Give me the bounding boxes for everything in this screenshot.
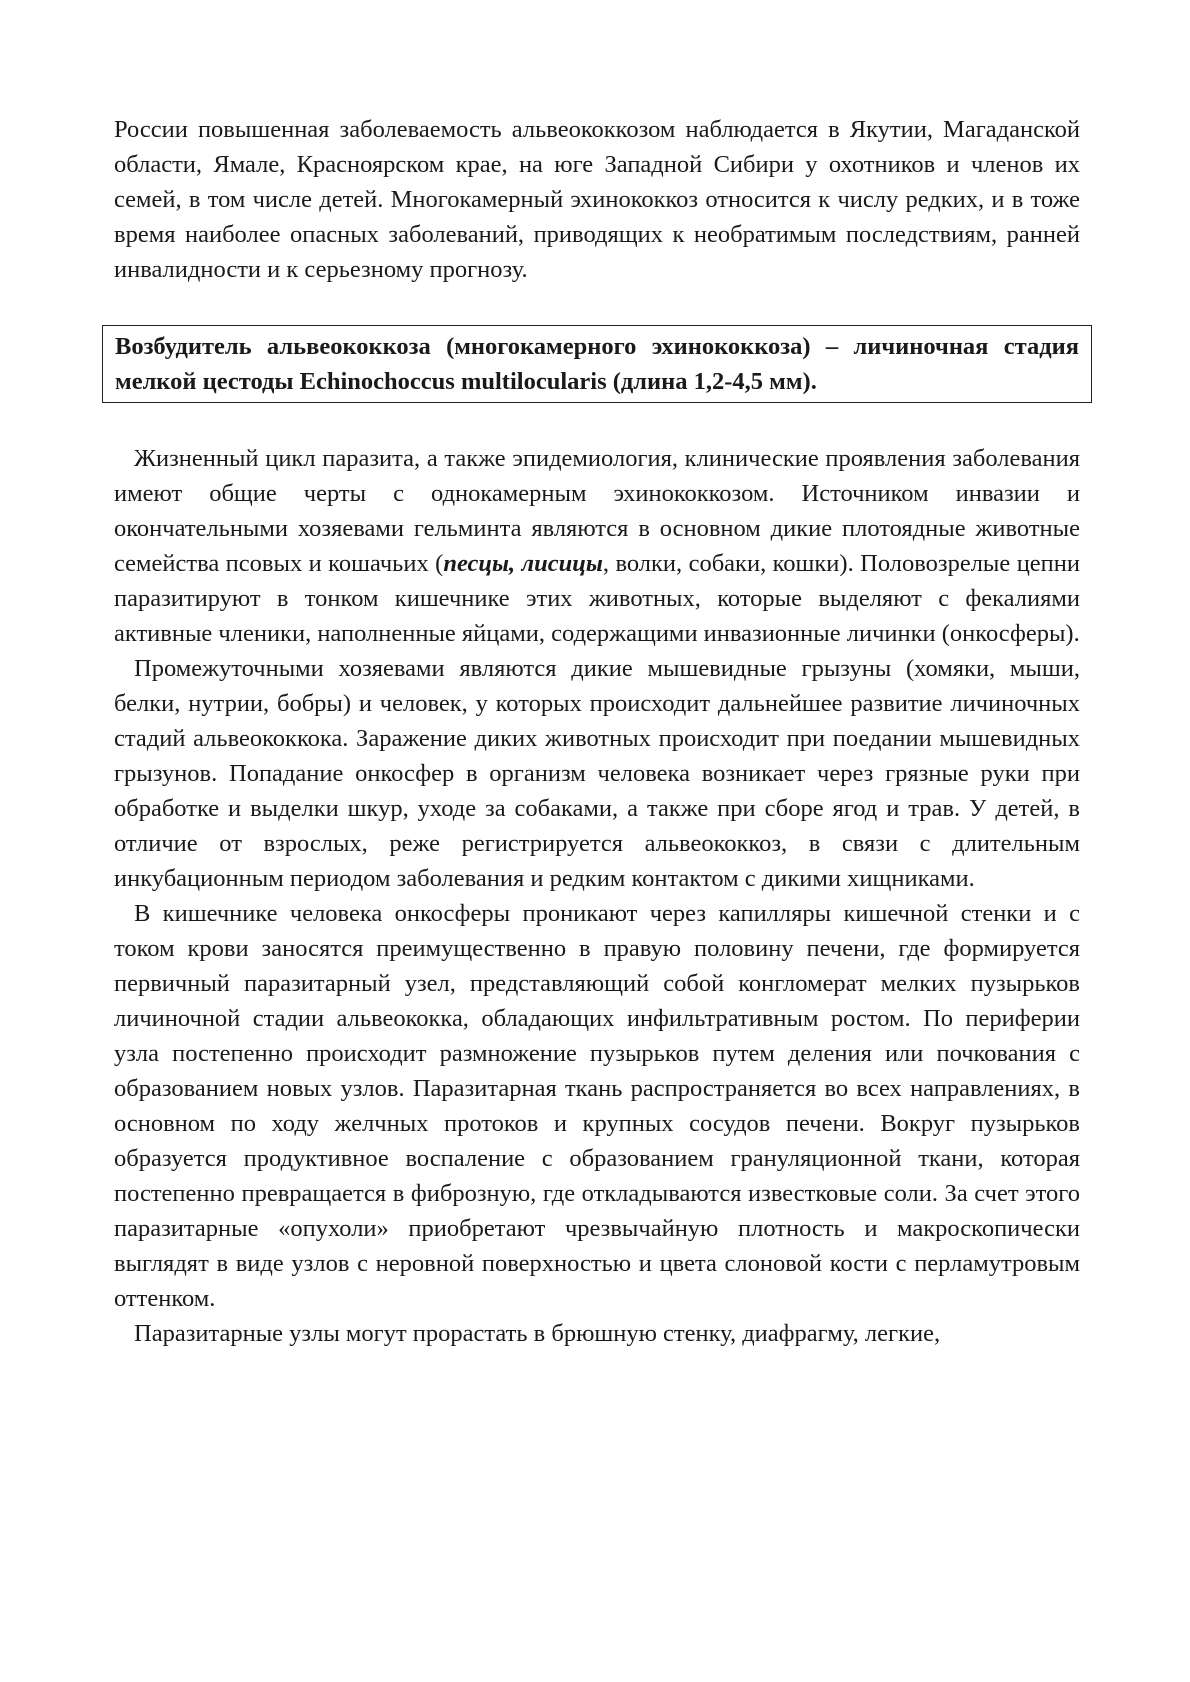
document-page [114, 112, 1080, 1351]
intermediate-hosts-paragraph: Промежуточными хозяевами являются дикие мышевидные грызуны (хомяки, мыши, белки, нутрии, бобры) и человек, у которых происходит дальнейшее развитие личиночных стадий альвеококкока. Заражение диких животных происходит при поедании мышевидных грызунов. Попадание онкосфер в организм человека возникает через грязные руки при обработке и выделки шкур, уходе за собаками, а также при сборе ягод и трав. У детей, в отличие от взрослых, реже регистрируется альвеококкоз, в связи с длительным инкубационным периодом заболевания и редким контактом с дикими хищниками. [114, 655, 1080, 892]
pathogen-definition-text: Возбудитель альвеококкоза (многокамерного эхинококкоза) – личиночная стадия мелкой цестоды Echinochoccus multilocularis (длина 1,2-4,5 мм). [115, 333, 1079, 395]
intro-paragraph: России повышенная заболеваемость альвеококкозом наблюдается в Якутии, Магаданской области, Ямале, Красноярском крае, на юге Западной Сибири у охотников и членов их семей, в том числе детей. Многокамерный эхинококкоз относится к числу редких, и в тоже время наиболее опасных заболеваний, приводящих к необратимым последствиям, ранней инвалидности и к серьезному прогнозу. [114, 116, 1080, 283]
life-cycle-text-before: Жизненный цикл паразита, а также эпидемиология, клинические проявления заболевания имеют общие черты с однокамерным эхинококкозом. Источником инвазии и окончательными хозяевами гельминта являются в основном дикие плотоядные животные семейства псовых и кошачьих ( [114, 445, 1080, 577]
life-cycle-paragraph [114, 441, 1080, 651]
host-animals-emphasis: песцы, лисицы [443, 550, 603, 577]
life-cycle-text-after: , волки, собаки, кошки). Половозрелые цепни паразитируют в тонком кишечнике этих животных, которые выделяют с фекалиями активные членики, наполненные яйцами, содержащими инвазионные личинки (онкосферы). [114, 550, 1081, 647]
pathogenesis-paragraph: В кишечнике человека онкосферы проникают через капилляры кишечной стенки и с током крови заносятся преимущественно в правую половину печени, где формируется первичный паразитарный узел, представляющий собой конгломерат мелких пузырьков личиночной стадии альвеококка, обладающих инфильтративным ростом. По периферии узла постепенно происходит размножение пузырьков путем деления или почкования с образованием новых узлов. Паразитарная ткань распространяется во всех направлениях, в основном по ходу желчных протоков и крупных сосудов печени. Вокруг пузырьков образуется продуктивное воспаление с образованием грануляционной ткани, которая постепенно превращается в фиброзную, где откладываются известковые соли. За счет этого паразитарные «опухоли» приобретают чрезвычайную плотность и макроскопически выглядят в виде узлов с неровной поверхностью и цвета слоновой кости с перламутровым оттенком. [114, 900, 1080, 1312]
pathogen-definition-box [102, 325, 1092, 403]
parasitic-nodes-paragraph: Паразитарные узлы могут прорастать в брюшную стенку, диафрагму, легкие, [134, 1320, 941, 1347]
